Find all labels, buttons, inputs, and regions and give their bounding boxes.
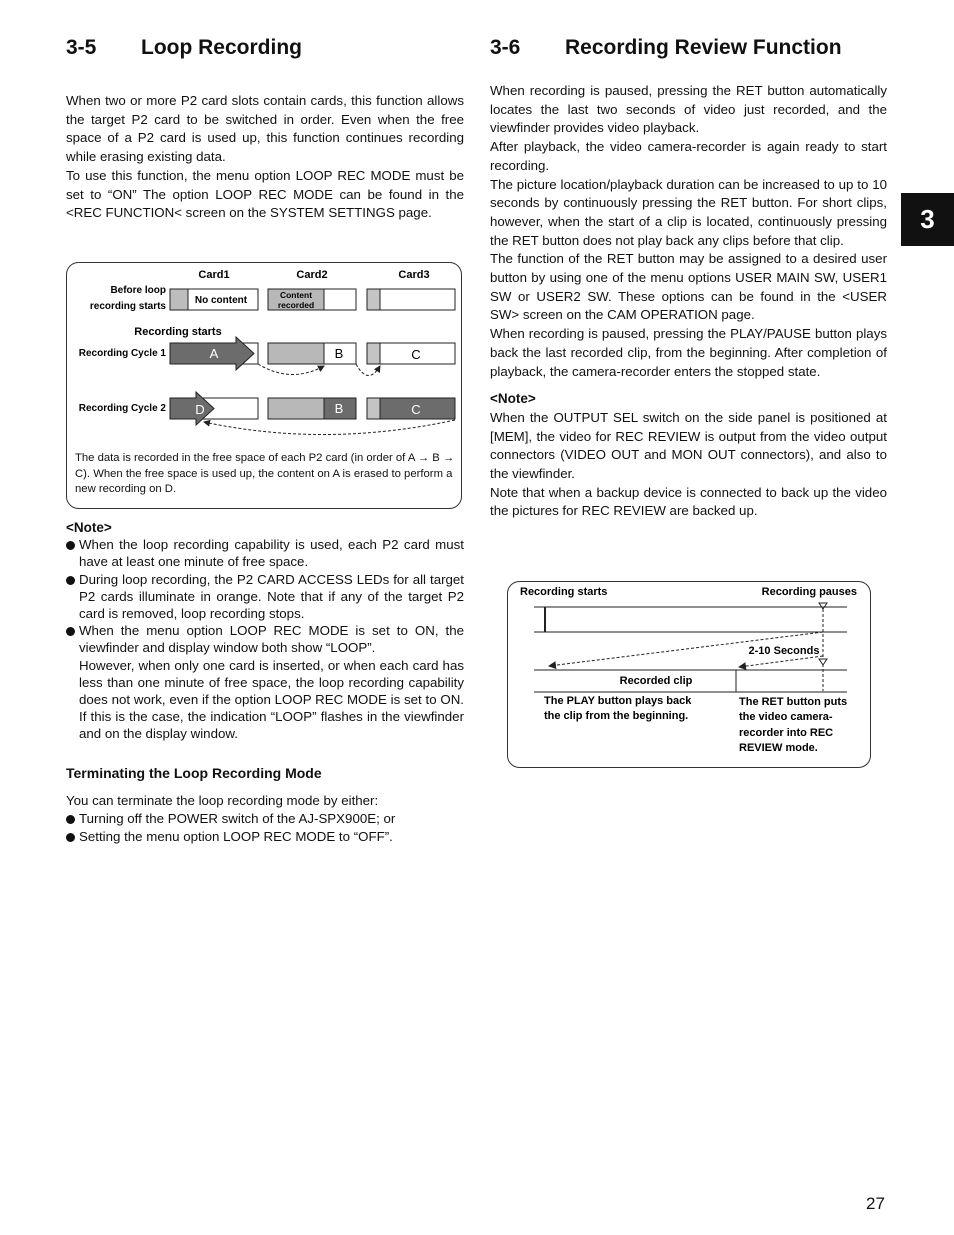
before-label-2: recording starts [89, 301, 166, 312]
paragraph: The picture location/playback duration can be increased to up to 10 seconds by continuously pressing the RET button. For short clips, however, when the start of a clip is located, continuously pressing the RET button does not play back any clips before that clip. [490, 176, 887, 248]
terminating-list [66, 810, 464, 845]
paragraph: When two or more P2 card slots contain cards, this function allows the target P2 card to be switched in order. Even when the free space of a P2 card is used up, this function continues recording while erasing existing data. [66, 93, 464, 165]
card2-header: Card2 [296, 269, 328, 281]
segment-b: B [334, 346, 344, 361]
chapter-tab: 3 [901, 193, 954, 246]
ret-note-2: the video camera- [739, 711, 833, 723]
note-heading: <Note> [66, 520, 112, 535]
ret-note-3: recorder into REC [739, 727, 834, 739]
section-title: Recording Review Function [565, 36, 842, 59]
paragraph: When recording is paused, pressing the PLAY/PAUSE button plays back the last recorded clip, from the beginning. After completion of playback, the camera-recorder enters the stopped state. [490, 326, 887, 379]
paragraph: When the OUTPUT SEL switch on the side panel is positioned at [MEM], the video for REC REVIEW is output from the video output connectors (VIDEO OUT and MON OUT connectors), and also to the viewfinder. [490, 409, 887, 482]
recorded-clip-label: Recorded clip [619, 675, 693, 687]
terminating-intro: You can terminate the loop recording mode by either: [66, 792, 379, 808]
section-number: 3-6 [490, 36, 521, 59]
content-recorded-label-2: recorded [277, 300, 315, 310]
ret-note-1: The RET button puts [739, 696, 848, 708]
recording-starts-label: Recording starts [134, 326, 222, 338]
segment-c-2: C [411, 402, 421, 417]
bullet-icon [66, 541, 75, 550]
play-note-2: the clip from the beginning. [544, 710, 689, 722]
terminating-heading: Terminating the Loop Recording Mode [66, 765, 322, 781]
page-number: 27 [866, 1194, 885, 1213]
paragraph: The function of the RET button may be assigned to a desired user button by using one of the menu options USER MAIN SW, USER1 SW or USER2 SW. These options can be found in the <USER SW> screen on the CAM OPERATION page. [490, 251, 887, 323]
paragraph: Note that when a backup device is connected to back up the video the pictures for REC REVIEW are backed up. [490, 484, 887, 519]
list-item: Turning off the POWER switch of the AJ-SPX900E; or [66, 810, 464, 828]
list-item: When the loop recording capability is used, each P2 card must have at least one minute of free space. [66, 536, 464, 570]
bullet-icon [66, 815, 75, 824]
bullet-icon [66, 627, 75, 636]
seconds-label: 2-10 Seconds [748, 645, 820, 657]
review-body [490, 82, 887, 521]
section-title: Loop Recording [141, 36, 302, 59]
cycle1-label: Recording Cycle 1 [78, 348, 166, 359]
loop-intro [66, 92, 464, 223]
segment-b-2: B [334, 401, 344, 416]
bullet-icon [66, 833, 75, 842]
caption: The data is recorded in the free space of each P2 card (in order of A → B → C). When the free space is used up, the content on A is erased to perform a new recording on D. [75, 452, 455, 495]
paragraph: When recording is paused, pressing the RET button automatically locates the last two seconds of video just recorded, and the viewfinder provides video playback. [490, 83, 887, 136]
section-heading-3-6 [490, 36, 842, 60]
list-item: Setting the menu option LOOP REC MODE to “OFF”. [66, 828, 464, 846]
no-content-label: No content [194, 295, 248, 306]
segment-c: C [411, 347, 421, 362]
bullet-icon [66, 576, 75, 585]
card1-header: Card1 [198, 269, 230, 281]
recording-pauses-label: Recording pauses [761, 586, 857, 598]
note-list [66, 536, 464, 742]
paragraph: After playback, the video camera-recorder is again ready to start recording. [490, 139, 887, 173]
terminating-section [66, 764, 464, 845]
cycle2-label: Recording Cycle 2 [78, 403, 166, 414]
recording-review-diagram [507, 581, 872, 769]
card3-header: Card3 [398, 269, 430, 281]
segment-a: A [209, 346, 219, 361]
ret-note-4: REVIEW mode. [739, 742, 818, 754]
note-continuation: However, when only one card is inserted, or when each card has less than one minute of free space, the loop recording capability does not work, even if the option LOOP REC MODE is set to ON. If this is the case, the indication “LOOP” flashes in the viewfinder and on the display window. [79, 657, 464, 742]
list-item: During loop recording, the P2 CARD ACCESS LEDs for all target P2 cards illuminate in orange. Note that if any of the target P2 card is removed, loop recording stops. [66, 571, 464, 623]
segment-d: D [195, 402, 205, 417]
note-heading: <Note> [490, 391, 536, 407]
loop-diagram-caption [75, 451, 455, 498]
section-number: 3-5 [66, 36, 97, 59]
play-note-1: The PLAY button plays back [544, 695, 692, 707]
list-item: When the menu option LOOP REC MODE is set to ON, the viewfinder and display window both show “LOOP”. However, when only one card is inserted, or when each card has less than one minute of free space, the loop recording capability does not work, even if the option LOOP REC MODE is set to ON. If this is the case, the indication “LOOP” flashes in the viewfinder and on the display window. [66, 622, 464, 742]
content-recorded-label-1: Content [279, 290, 313, 300]
paragraph: To use this function, the menu option LOOP REC MODE must be set to “ON” The option LOOP REC MODE can be found in the <REC FUNCTION< screen on the SYSTEM SETTINGS page. [66, 167, 464, 221]
recording-starts-label: Recording starts [520, 586, 608, 598]
section-heading-3-5 [66, 36, 302, 60]
loop-notes [66, 519, 464, 743]
before-label-1: Before loop [110, 285, 166, 296]
